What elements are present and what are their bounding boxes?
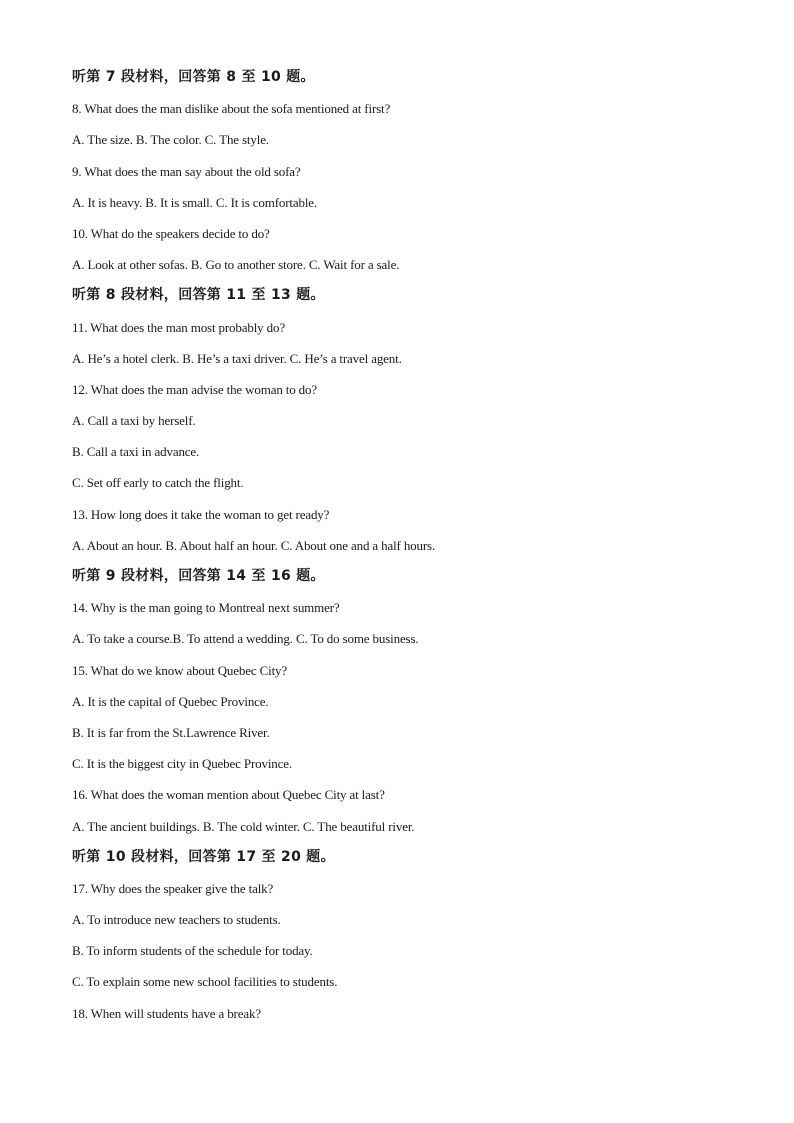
option-17-b: B. To inform students of the schedule for today. [72,943,313,959]
section-heading-8: 听第 8 段材料，回答第 11 至 13 题。 [72,287,325,304]
section-heading-10: 听第 10 段材料，回答第 17 至 20 题。 [72,848,335,865]
options-10: A. Look at other sofas. B. Go to another store. C. Wait for a sale. [72,257,400,273]
question-16: 16. What does the woman mention about Quebec City at last? [72,787,385,803]
options-13: A. About an hour. B. About half an hour. C. About one and a half hours. [72,537,436,553]
options-9: A. It is heavy. B. It is small. C. It is comfortable. [72,194,318,210]
section-heading-9: 听第 9 段材料，回答第 14 至 16 题。 [72,568,325,584]
option-15-c: C. It is the biggest city in Quebec Province. [72,756,292,772]
question-17: 17. Why does the speaker give the talk? [72,880,274,896]
options-11: A. He’s a hotel clerk. B. He’s a taxi driver. C. He’s a travel agent. [72,350,402,366]
question-15: 15. What do we know about Quebec City? [72,662,288,678]
question-8: 8. What does the man dislike about the sofa mentioned at first? [72,101,391,117]
options-14: A. To take a course.B. To attend a wedding. C. To do some business. [72,631,419,647]
question-13: 13. How long does it take the woman to get ready? [72,506,330,522]
option-12-b: B. Call a taxi in advance. [72,444,200,460]
options-8: A. The size. B. The color. C. The style. [72,132,269,148]
option-17-a: A. To introduce new teachers to students. [72,912,281,928]
section-heading-7: 听第 7 段材料，回答第 8 至 10 题。 [72,69,315,85]
question-10: 10. What do the speakers decide to do? [72,225,270,241]
option-15-a: A. It is the capital of Quebec Province. [72,693,269,709]
option-15-b: B. It is far from the St.Lawrence River. [72,724,270,740]
option-12-a: A. Call a taxi by herself. [72,413,196,429]
option-12-c: C. Set off early to catch the flight. [72,475,244,491]
options-16: A. The ancient buildings. B. The cold winter. C. The beautiful river. [72,818,415,834]
question-14: 14. Why is the man going to Montreal next summer? [72,600,340,616]
option-17-c: C. To explain some new school facilities to students. [72,974,338,990]
question-9: 9. What does the man say about the old sofa? [72,163,301,179]
question-11: 11. What does the man most probably do? [72,319,285,335]
question-18: 18. When will students have a break? [72,1005,261,1021]
question-12: 12. What does the man advise the woman to do? [72,381,318,397]
